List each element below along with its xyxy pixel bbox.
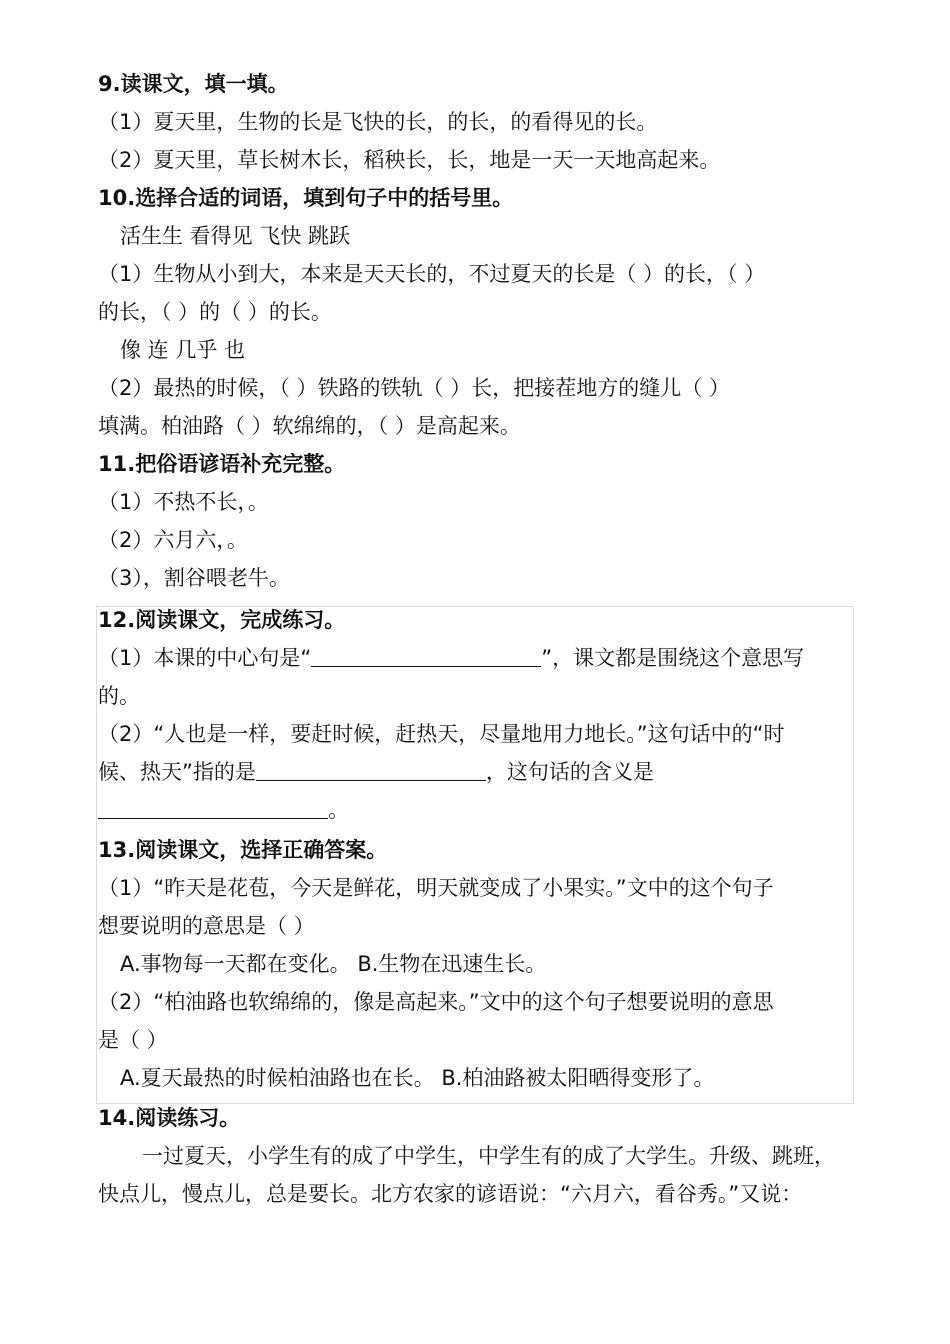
- q9-title: 9.读课文，填一填。: [98, 72, 289, 96]
- q11-title: 11.把俗语谚语补充完整。: [98, 452, 346, 476]
- q10-word-bank-1: 活生生 看得见 飞快 跳跃: [120, 224, 351, 248]
- q13-item-2-options: A.夏天最热的时候柏油路也在长。 B.柏油路被太阳晒得变形了。: [120, 1066, 715, 1090]
- q12-item-2-line-2: [98, 758, 858, 786]
- answer-blank[interactable]: [256, 760, 486, 781]
- q13-item-1-options: A.事物每一天都在变化。 B.生物在迅速生长。: [120, 952, 547, 976]
- q10-word-bank-2: 像 连 几乎 也: [120, 338, 246, 362]
- q10-item-2-line-2: 填满。柏油路（ ）软绵绵的，（ ）是高起来。: [98, 414, 521, 438]
- q12-item-1-line-1: [98, 644, 858, 672]
- q9-item-2: （2）夏天里，草长树木长，稻秧长，长，地是一天一天地高起来。: [98, 148, 721, 172]
- q11-item-3: （3），割谷喂老牛。: [98, 566, 290, 590]
- q10-item-2-line-1: （2）最热的时候，（ ）铁路的铁轨（ ）长，把接茬地方的缝儿（ ）: [98, 376, 730, 400]
- q12-item-1-line-2: 的。: [98, 684, 140, 708]
- q12-item-2-prefix: 候、热天”指的是: [98, 760, 256, 784]
- q10-title: 10.选择合适的词语，填到句子中的括号里。: [98, 186, 514, 210]
- q10-item-1-line-1: （1）生物从小到大，本来是天天长的，不过夏天的长是（ ）的长，（ ）: [98, 262, 766, 286]
- q11-item-1: （1）不热不长，。: [98, 490, 269, 514]
- q12-item-2-suffix: ，这句话的含义是: [485, 760, 654, 784]
- q14-passage-line-1: 一过夏天，小学生有的成了中学生，中学生有的成了大学生。升级、跳班，: [142, 1144, 835, 1168]
- q11-item-2: （2）六月六，。: [98, 528, 248, 552]
- q12-item-2-line-1: （2）“人也是一样，要赶时候，赶热天，尽量地用力地长。”这句话中的“时: [98, 722, 785, 746]
- q12-item-2-line-3: [98, 796, 858, 824]
- q13-item-1-line-1: （1）“昨天是花苞，今天是鲜花，明天就变成了小果实。”文中的这个句子: [98, 876, 774, 900]
- q13-item-2-line-2: 是（ ）: [98, 1028, 168, 1052]
- q13-title: 13.阅读课文，选择正确答案。: [98, 838, 388, 862]
- q12-title: 12.阅读课文，完成练习。: [98, 608, 346, 632]
- answer-blank[interactable]: [98, 798, 328, 819]
- q10-item-1-line-2: 的长，（ ）的（ ）的长。: [98, 300, 332, 324]
- q13-item-1-line-2: 想要说明的意思是（ ）: [98, 914, 315, 938]
- q14-title: 14.阅读练习。: [98, 1106, 241, 1130]
- q13-item-2-line-1: （2）“柏油路也软绵绵的，像是高起来。”文中的这个句子想要说明的意思: [98, 990, 774, 1014]
- q14-passage-line-2: 快点儿，慢点儿，总是要长。北方农家的谚语说：“六月六，看谷秀。”又说：: [98, 1182, 803, 1206]
- q12-item-2-end: 。: [328, 798, 349, 822]
- q12-item-1-prefix: （1）本课的中心句是“: [98, 646, 312, 670]
- q12-item-1-suffix: ”，课文都是围绕这个意思写: [541, 646, 805, 670]
- answer-blank[interactable]: [311, 646, 541, 667]
- q9-item-1: （1）夏天里，生物的长是飞快的长，的长，的看得见的长。: [98, 110, 658, 134]
